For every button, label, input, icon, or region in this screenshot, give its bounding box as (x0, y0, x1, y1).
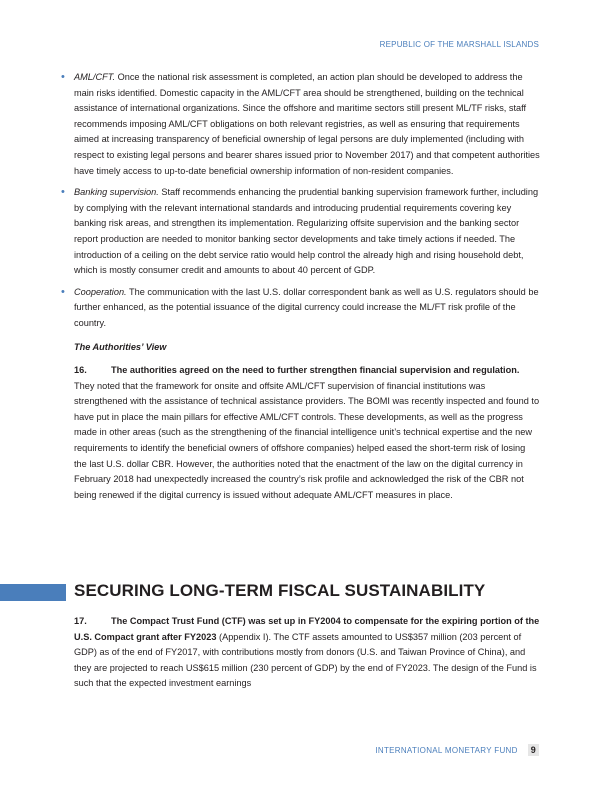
paragraph-17 (74, 614, 540, 692)
bullet-aml-cft (61, 70, 540, 179)
bullet-text: The communication with the last U.S. dollar correspondent bank as well as U.S. regulators should be further enhanced, as the potential issuance of the digital currency could increase the ML/FT risk profile of the country. (74, 286, 539, 328)
paragraph-16 (74, 363, 540, 503)
bullet-cooperation (61, 285, 540, 332)
bullet-title: Cooperation. (74, 286, 127, 297)
paragraph-lead: The authorities agreed on the need to further strengthen financial supervision and regulation. (111, 365, 520, 376)
bullet-dot-icon: • (61, 71, 65, 83)
subheading-authorities-view: The Authorities’ View (74, 341, 167, 352)
paragraph-number: 16. (74, 365, 87, 376)
page-footer (375, 744, 539, 756)
paragraph-text: (Appendix I). The CTF assets amounted to US$357 million (203 percent of GDP) as of the end of FY2017, with contributions mostly from donors (U.S. and Taiwan Province of China), and they are projected to reach US$615 million (230 percent of GDP) by the end of FY2023. The design of the Fund is such that the expected investment earnings (74, 631, 537, 689)
bullet-dot-icon: • (61, 186, 65, 199)
running-head: REPUBLIC OF THE MARSHALL ISLANDS (379, 40, 539, 49)
bullet-text: Staff recommends enhancing the prudential banking supervision framework further, including by complying with the relevant international standards and introducing prudential requirements covering key banking risk areas, and strengthen its implementation. Regularizing offsite supervision and the banking sector report production are needed to monitor banking sector developments and take timely actions if needed. The introduction of a ceiling on the debt service ratio would help control the already high and rising household debt, which is mostly consumer credit and amounts to about 40 percent of GDP. (74, 187, 539, 276)
bullet-text: Once the national risk assessment is completed, an action plan should be developed to address the main risks identified. Domestic capacity in the AML/CFT area should be strengthened, building on the technical assistance of international organizations. Since the offshore and maritime sectors still present ML/TF risks, staff recommends imposing AML/CFT obligations on both relevant registries, as well as ensuring that requirements aimed at increasing transparency of beneficial ownership of legal persons are duly implemented (including with respect to existing legal persons and bearer shares issued prior to November 2017) and that competent authorities have timely access to up-to-date beneficial ownership information of non-resident companies. (74, 72, 540, 176)
paragraph-lead: The Compact Trust Fund (CTF) was set up in FY2004 to compensate for the expiring portion of the U.S. Compact grant after FY2023 (74, 616, 540, 642)
section-accent-bar (0, 584, 66, 601)
section-title: SECURING LONG-TERM FISCAL SUSTAINABILITY (74, 581, 486, 600)
bullet-title: Banking supervision. (74, 187, 159, 198)
paragraph-text: They noted that the framework for onsite and offsite AML/CFT supervision of financial institutions was strengthened with the assistance of technical assistance providers. The BOMI was recently inspected and found to have put in place the main pillars for effective AML/CFT controls. These developments, as well as the progress made in other areas (such as the strengthening of the financial intelligence unit’s technical expertise and the new requirements to identify the beneficial owners of offshore companies) helped eased the short-term risk of losing the last U.S. dollar CBR. However, the authorities noted that the enactment of the law on the digital currency in February 2018 had unexpectedly increased the country’s risk profile and acknowledged the risk of the CBR not being renewed if the digital currency is issued without adequate AML/CFT measures in place. (74, 380, 540, 500)
page-number: 9 (528, 744, 539, 756)
main-text (61, 70, 540, 511)
section-heading (0, 581, 612, 603)
bullet-banking-supervision (61, 185, 540, 279)
paragraph-number: 17. (74, 616, 87, 626)
bullet-dot-icon: • (61, 285, 65, 298)
bullet-title: AML/CFT. (74, 72, 116, 82)
footer-publisher: INTERNATIONAL MONETARY FUND (375, 745, 518, 755)
